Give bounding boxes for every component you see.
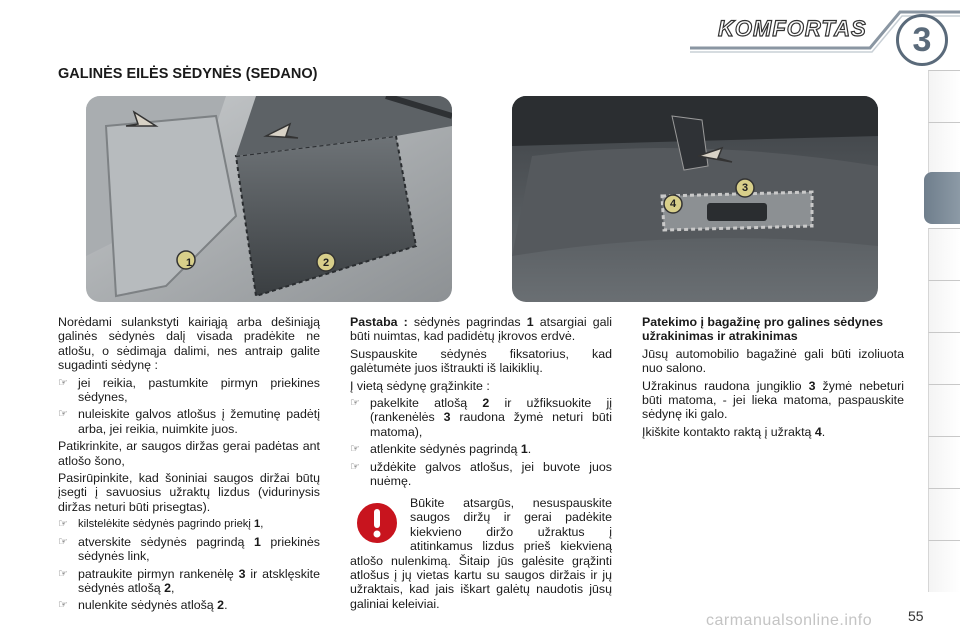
chapter-tab-strip bbox=[928, 70, 960, 610]
pointing-hand-icon: ☞ bbox=[58, 408, 68, 421]
pointing-hand-icon: ☞ bbox=[350, 443, 360, 456]
column-3 bbox=[642, 315, 904, 442]
warning-exclamation-icon bbox=[354, 500, 400, 546]
rear-seat-fold-photo bbox=[86, 96, 452, 302]
list-item: ☞ atlenkite sėdynės pagrindą 1. bbox=[350, 442, 532, 457]
paragraph: Patikrinkite, ar saugos diržas gerai padėtas ant atlošo šono, bbox=[58, 439, 320, 468]
chapter-tab[interactable] bbox=[928, 280, 960, 332]
pointing-hand-icon: ☞ bbox=[58, 567, 68, 580]
intro-paragraph: Norėdami sulankstyti kairiąją arba dešiniąją galinės sėdynės dalį visada pradėkite ne atlošu, o sėdimąja dalimi, nes antraip galite sugadinti sėdynę : bbox=[58, 315, 320, 373]
column-2 bbox=[350, 315, 612, 491]
paragraph: Suspauskite sėdynės fiksatorius, kad galėtumėte juos ištraukti iš laikiklių. bbox=[350, 346, 612, 376]
page-number: 55 bbox=[908, 608, 924, 624]
list-item: ☞ nulenkite sėdynės atlošą 2. bbox=[58, 598, 228, 613]
paragraph: Į vietą sėdynę grąžinkite : bbox=[350, 378, 490, 393]
paragraph: Jūsų automobilio bagažinė gali būti izoliuota nuo salono. bbox=[642, 346, 904, 376]
watermark: carmanualsonline.info bbox=[706, 612, 873, 629]
pointing-hand-icon: ☞ bbox=[58, 518, 68, 531]
callout-4: 4 bbox=[669, 198, 677, 210]
chapter-tab[interactable] bbox=[928, 384, 960, 436]
list-item: ☞ pakelkite atlošą 2 ir užfiksuokite jį (rankenėlės 3 raudona žymė neturi būti matoma), bbox=[350, 396, 612, 439]
chapter-tab[interactable] bbox=[928, 540, 960, 592]
pointing-hand-icon: ☞ bbox=[58, 376, 68, 389]
callout-2: 2 bbox=[322, 257, 330, 269]
chapter-number-badge: 3 bbox=[896, 14, 948, 66]
list-item: ☞ jei reikia, pastumkite pirmyn priekines sėdynes, bbox=[58, 375, 320, 405]
callout-3: 3 bbox=[741, 182, 749, 194]
list-item: ☞ atverskite sėdynės pagrindą 1 priekinės sėdynės link, bbox=[58, 534, 320, 564]
section-title: GALINĖS EILĖS SĖDYNĖS (SEDANO) bbox=[58, 66, 318, 82]
pointing-hand-icon: ☞ bbox=[58, 535, 68, 548]
paragraph: Įkiškite kontakto raktą į užraktą 4. bbox=[642, 424, 826, 439]
chapter-tab[interactable] bbox=[928, 488, 960, 540]
column-1 bbox=[58, 315, 320, 616]
subsection-heading: Patekimo į bagažinę pro galines sėdynes užrakinimas ir atrakinimas bbox=[642, 315, 884, 344]
paragraph: Užrakinus raudona jungiklio 3 žymė nebeturi būti matoma, - jei lieka matoma, paspauskite sėdynę iki galo. bbox=[642, 378, 904, 422]
callout-1: 1 bbox=[185, 257, 193, 269]
list-item: ☞ kilstelėkite sėdynės pagrindo priekį 1, bbox=[58, 518, 264, 531]
note-paragraph: Pastaba : sėdynės pagrindas 1 atsargiai gali būti nuimtas, kad padidėtų įkrovos erdvė. bbox=[350, 315, 613, 344]
list-item: ☞ uždėkite galvos atlošus, jei buvote juos nuėmę. bbox=[350, 459, 612, 489]
chapter-tab-active[interactable] bbox=[924, 172, 960, 224]
pointing-hand-icon: ☞ bbox=[350, 460, 360, 473]
paragraph: Pasirūpinkite, kad šoniniai saugos diržai būtų įsegti į savuosius užraktų lizdus (vidurinysis diržas neturi būti prisegtas). bbox=[58, 471, 320, 514]
warning-text: Būkite atsargūs, nesuspauskite saugos diržų ir gerai padėkite kiekvieno diržo užraktus į atitinkamus lizdus prieš kiekvieną atlošo nulenkimą. Šitaip jūs galėsite grąžinti atlošus į jų vietas kartu su saugos diržais ir jų užraktais, kad jais iškart galėtų naudotis jūsų galiniai keleiviai. bbox=[350, 496, 612, 611]
chapter-tab[interactable] bbox=[928, 228, 960, 280]
chapter-tab[interactable] bbox=[928, 70, 960, 122]
pointing-hand-icon: ☞ bbox=[350, 397, 360, 410]
chapter-tab[interactable] bbox=[928, 122, 960, 174]
chapter-title: KOMFORTAS bbox=[718, 16, 867, 41]
list-item: ☞ patraukite pirmyn rankenėlę 3 ir atsklęskite sėdynės atlošą 2, bbox=[58, 566, 320, 595]
warning-box bbox=[350, 496, 612, 611]
list-item: ☞ nuleiskite galvos atlošus į žemutinę padėtį arba, jei reikia, nuimkite juos. bbox=[58, 407, 320, 436]
trunk-lock-photo bbox=[512, 96, 878, 302]
chapter-tab[interactable] bbox=[928, 332, 960, 384]
chapter-tab[interactable] bbox=[928, 436, 960, 488]
pointing-hand-icon: ☞ bbox=[58, 599, 68, 612]
